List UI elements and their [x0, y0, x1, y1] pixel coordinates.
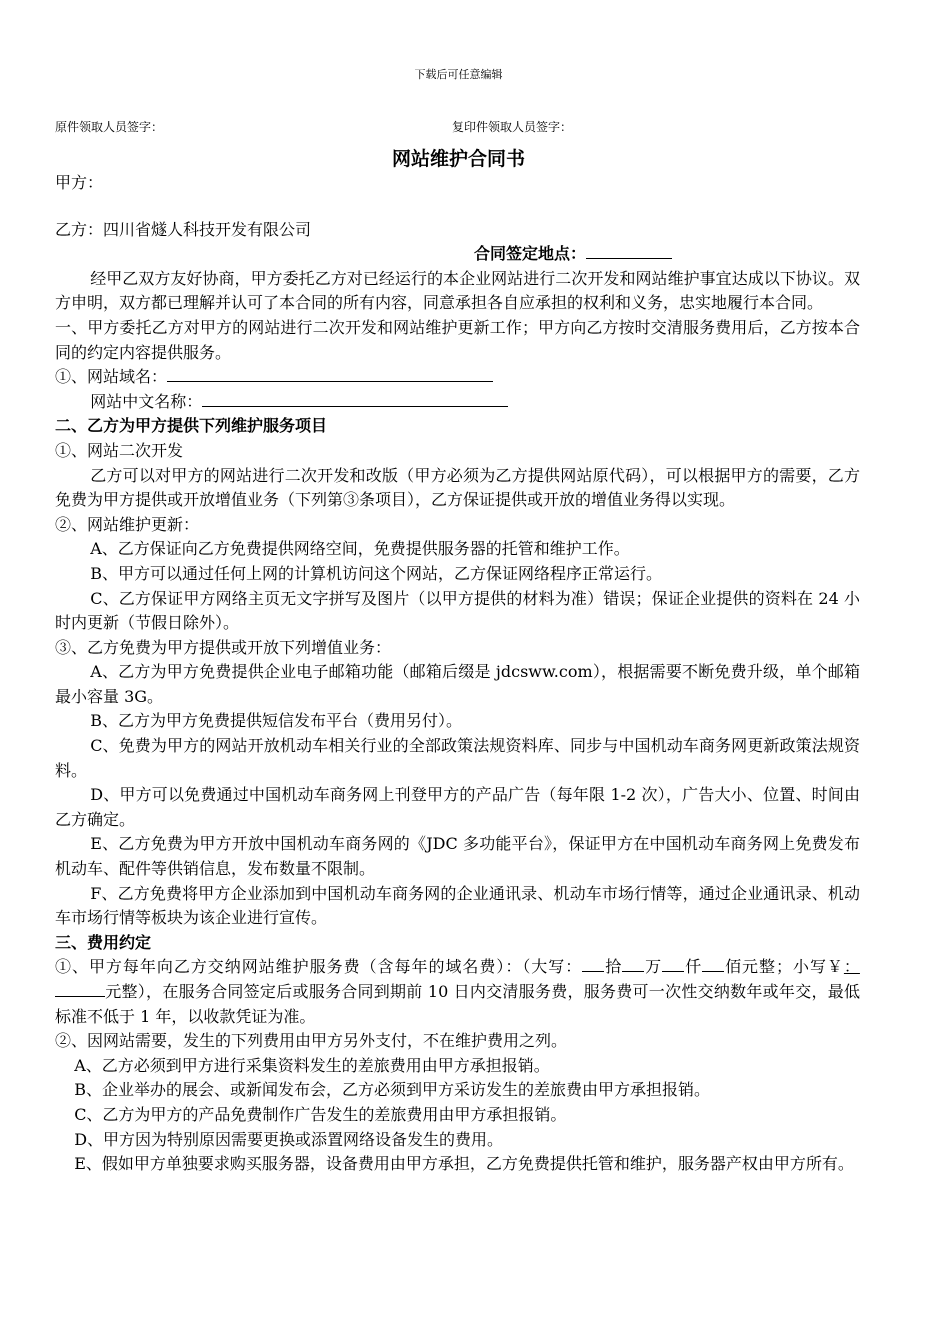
- fee-colon: ：: [843, 957, 860, 977]
- party-a: 甲方：: [55, 173, 104, 192]
- spacer: [55, 196, 860, 218]
- section-1-text: 一、甲方委托乙方对甲方的网站进行二次开发和网站维护更新工作；甲方向乙方按时交清服务费用后，乙方按本合同的约定内容提供服务。: [55, 317, 860, 362]
- sign-place-blank: [586, 242, 672, 259]
- s3-item2-b: B、企业举办的展会、或新闻发布会，乙方必须到甲方采访发生的差旅费由甲方承担报销。: [74, 1080, 710, 1100]
- s3-item2-a: A、乙方必须到甲方进行采集资料发生的差旅费用由甲方承担报销。: [74, 1055, 550, 1075]
- unit-qian: 仟: [684, 957, 703, 977]
- party-b: 乙方：四川省燧人科技开发有限公司: [55, 219, 312, 239]
- s2-item3-c: C、免费为甲方的网站开放机动车相关行业的全部政策法规资料库、同步与中国机动车商务网更新政策法规资料。: [55, 736, 860, 780]
- s3-item2-label: ②、因网站需要，发生的下列费用由甲方另外支付，不在维护费用之列。: [55, 1031, 568, 1051]
- s3-item2-d: D、甲方因为特别原因需要更换或添置网络设备发生的费用。: [74, 1129, 504, 1149]
- s3-item1: [55, 955, 860, 1029]
- s2-item2-a: A、乙方保证向乙方免费提供网络空间，免费提供服务器的托管和维护工作。: [90, 539, 630, 559]
- fee-text-a: ①、甲方每年向乙方交纳网站维护服务费（含每年的域名费）：（大写：: [55, 957, 583, 977]
- copy-signature-label: 复印件领取人员签字：: [452, 120, 573, 134]
- domain-blank: [167, 365, 493, 382]
- s2-item2-b: B、甲方可以通过任何上网的计算机访问这个网站，乙方保证网络程序正常运行。: [90, 563, 662, 583]
- sign-place-label: 合同签定地点：: [473, 244, 586, 264]
- section-3-heading: 三、费用约定: [55, 932, 152, 952]
- s2-item3-f: F、乙方免费将甲方企业添加到中国机动车商务网的企业通讯录、机动车市场行情等，通过企业通讯录、机动车市场行情等板块为该企业进行宣传。: [55, 883, 860, 928]
- fee-blank-bai: [702, 955, 724, 972]
- s2-item3-a: A、乙方为甲方免费提供企业电子邮箱功能（邮箱后缀是 jdcsww.com），根据需要不断免费升级，单个邮箱最小容量 3G。: [55, 662, 860, 706]
- fee-text-c: 元整），在服务合同签定后或服务合同到期前 10 日内交清服务费，服务费可一次性交纳数年或年交，最低标准不低于 1 年，以收款凭证为准。: [55, 982, 860, 1026]
- s2-item3-b: B、乙方为甲方免费提供短信发布平台（费用另付）。: [90, 711, 462, 731]
- unit-shi: 拾: [604, 957, 623, 977]
- s3-item2-c: C、乙方为甲方的产品免费制作广告发生的差旅费用由甲方承担报销。: [74, 1104, 567, 1124]
- contract-body: [55, 171, 860, 1177]
- s2-item1-label: ①、网站二次开发: [55, 440, 184, 460]
- s2-item3-label: ③、乙方免费为甲方提供或开放下列增值业务：: [55, 637, 392, 657]
- cn-name-line: [55, 390, 860, 415]
- s2-item2-c: C、乙方保证甲方网络主页无文字拼写及图片（以甲方提供的材料为准）错误；保证企业提供的资料在 24 小时内更新（节假日除外）。: [55, 588, 860, 633]
- document-title: 网站维护合同书: [391, 148, 525, 170]
- fee-blank-amount: [55, 980, 105, 997]
- s2-item1-text: 乙方可以对甲方的网站进行二次开发和改版（甲方必须为乙方提供网站原代码），可以根据甲方的需要，乙方免费为甲方提供或开放增值业务（下列第③条项目），乙方保证提供或开放的增值业务得以实现。: [55, 465, 860, 510]
- cn-name-blank: [202, 390, 508, 407]
- original-signature-label: 原件领取人员签字：: [55, 120, 164, 134]
- page-header-note: 下载后可任意编辑: [414, 68, 503, 81]
- unit-wan: 万: [644, 957, 663, 977]
- cn-name-label: 网站中文名称：: [90, 391, 203, 411]
- fee-blank-qian: [662, 955, 684, 972]
- s2-item3-d: D、甲方可以免费通过中国机动车商务网上刊登甲方的产品广告（每年限 1-2 次），广告大小、位置、时间由乙方确定。: [55, 785, 860, 829]
- sign-place-line: [55, 242, 860, 267]
- intro-paragraph: 经甲乙双方友好协商，甲方委托乙方对已经运行的本企业网站进行二次开发和网站维护事宜达成以下协议。双方申明，双方都已理解并认可了本合同的所有内容，同意承担各自应承担的权利和义务，忠实地履行本合同。: [55, 268, 860, 313]
- unit-bai: 佰: [724, 957, 743, 977]
- s3-item2-e: E、假如甲方单独要求购买服务器，设备费用由甲方承担，乙方免费提供托管和维护，服务器产权由甲方所有。: [74, 1154, 854, 1174]
- fee-blank-shi: [582, 955, 604, 972]
- domain-line: [55, 365, 860, 390]
- section-2-heading: 二、乙方为甲方提供下列维护服务项目: [55, 416, 328, 436]
- s2-item2-label: ②、网站维护更新：: [55, 514, 200, 534]
- fee-blank-wan: [622, 955, 644, 972]
- s2-item3-e: E、乙方免费为甲方开放中国机动车商务网的《JDC 多功能平台》，保证甲方在中国机动车商务网上免费发布机动车、配件等供销信息，发布数量不限制。: [55, 834, 860, 879]
- fee-text-b: 元整；小写￥: [742, 957, 844, 977]
- domain-label: ①、网站域名：: [55, 367, 168, 387]
